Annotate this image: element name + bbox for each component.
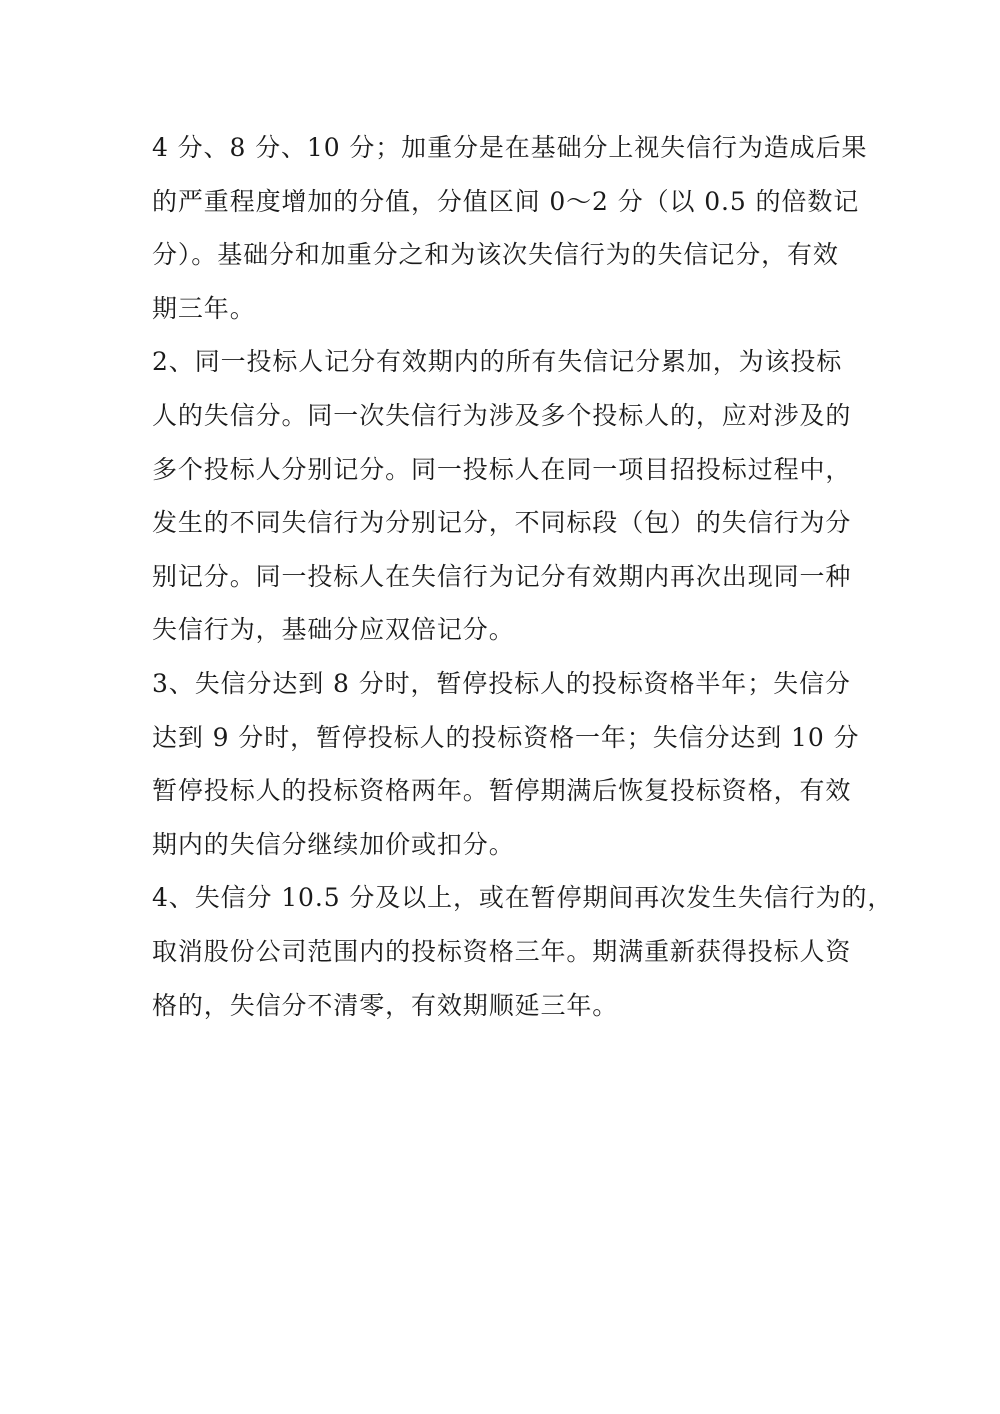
- text-line: 人的失信分。同一次失信行为涉及多个投标人的，应对涉及的: [152, 400, 852, 430]
- text-line: 期内的失信分继续加价或扣分。: [152, 829, 515, 859]
- text-line: 达到 9 分时，暂停投标人的投标资格一年；失信分达到 10 分: [152, 722, 860, 752]
- text-line: 别记分。同一投标人在失信行为记分有效期内再次出现同一种: [152, 561, 852, 591]
- document-body: [152, 121, 894, 1032]
- text-line: 2、同一投标人记分有效期内的所有失信记分累加，为该投标: [152, 347, 843, 377]
- text-line: 4 分、8 分、10 分；加重分是在基础分上视失信行为造成后果: [152, 133, 868, 162]
- text-line: 发生的不同失信行为分别记分，不同标段（包）的失信行为分: [152, 508, 852, 538]
- text-line: 期三年。: [152, 293, 256, 323]
- text-line: 的严重程度增加的分值，分值区间 0～2 分（以 0.5 的倍数记: [152, 186, 860, 216]
- text-line: 3、失信分达到 8 分时，暂停投标人的投标资格半年；失信分: [152, 668, 851, 698]
- text-line: 分）。基础分和加重分之和为该次失信行为的失信记分，有效: [152, 240, 839, 270]
- text-line: 格的，失信分不清零，有效期顺延三年。: [152, 990, 619, 1020]
- text-line: 失信行为，基础分应双倍记分。: [152, 615, 515, 645]
- text-line: 4、失信分 10.5 分及以上，或在暂停期间再次发生失信行为的，: [152, 883, 894, 913]
- text-line: 取消股份公司范围内的投标资格三年。期满重新获得投标人资: [152, 936, 852, 966]
- text-line: 暂停投标人的投标资格两年。暂停期满后恢复投标资格，有效: [152, 776, 852, 806]
- text-line: 多个投标人分别记分。同一投标人在同一项目招投标过程中，: [152, 454, 852, 484]
